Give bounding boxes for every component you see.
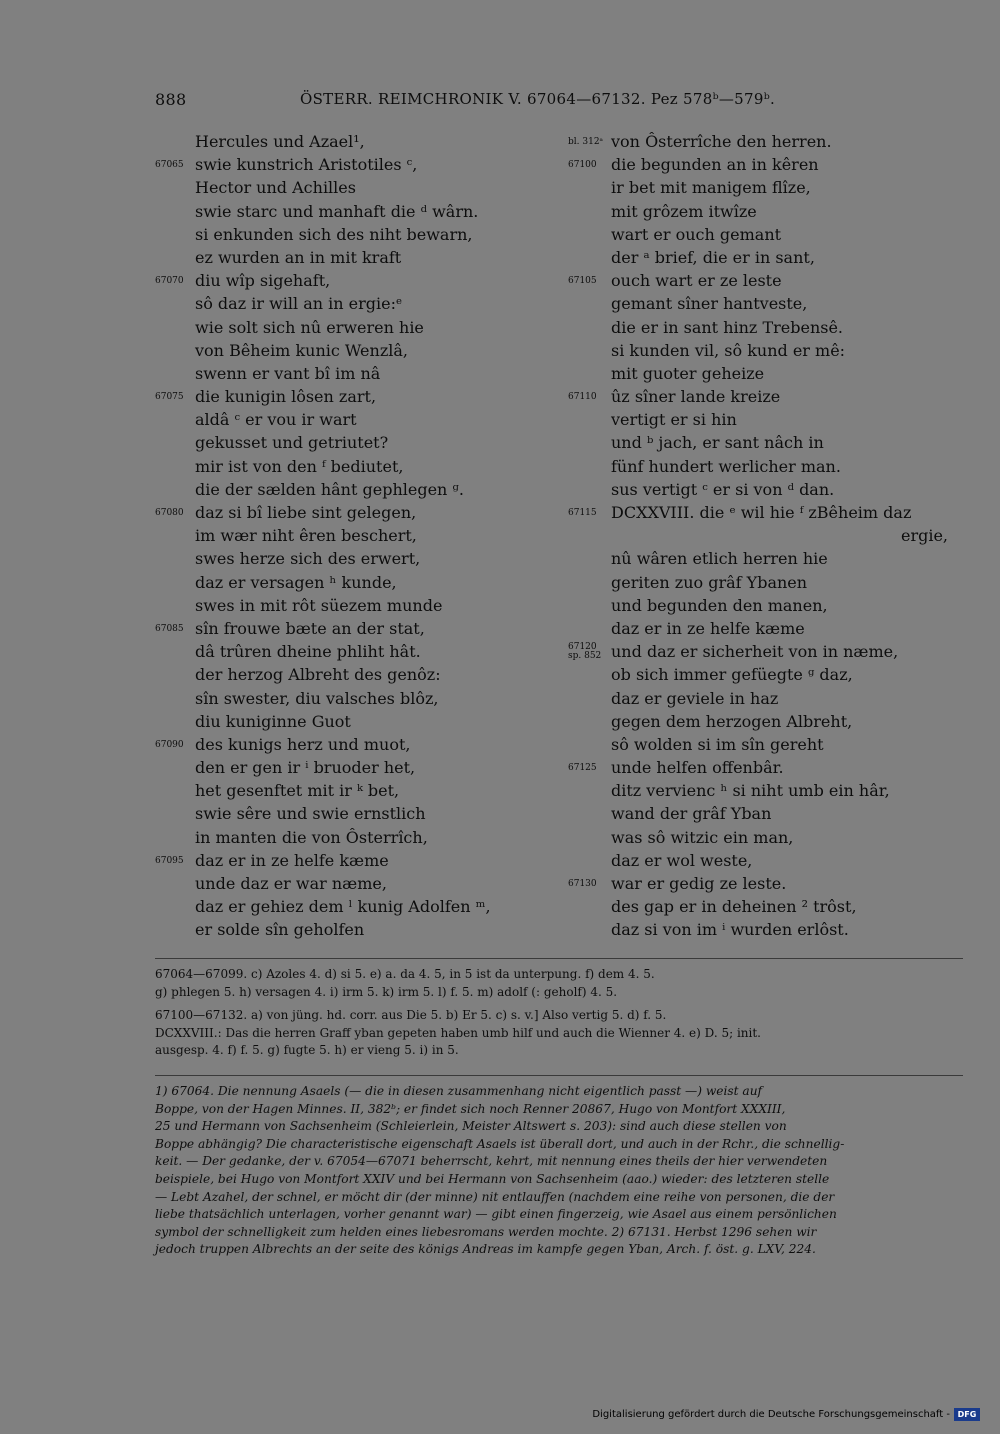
verse-line bbox=[568, 802, 968, 825]
variant-line: ausgesp. 4. f) f. 5. g) fugte 5. h) er vieng 5. i) in 5. bbox=[155, 1043, 459, 1057]
verse-text: und daz er sicherheit von in næme, bbox=[611, 642, 899, 662]
verse-text: daz er wol weste, bbox=[611, 850, 753, 870]
verse-text: DCXXVIII. die ᵉ wil hie ᶠ zBêheim daz bbox=[611, 503, 912, 522]
verse-line bbox=[568, 200, 968, 223]
verse-line bbox=[155, 130, 555, 153]
line-number: 67075 bbox=[155, 392, 184, 403]
right-verse-column bbox=[568, 130, 968, 942]
verse-line bbox=[568, 617, 968, 640]
verse-line bbox=[568, 223, 968, 246]
verse-line bbox=[155, 547, 555, 570]
verse-line bbox=[568, 501, 968, 524]
verse-text: daz er geviele in haz bbox=[611, 688, 779, 708]
line-number: 67120 sp. 852 bbox=[568, 642, 602, 662]
footnotes bbox=[155, 1083, 963, 1259]
verse-line bbox=[155, 292, 555, 315]
verse-text: im wær niht êren beschert, bbox=[195, 526, 417, 546]
verse-line bbox=[568, 895, 968, 918]
verse-line bbox=[568, 316, 968, 339]
verse-text: daz si von im ⁱ wurden erlôst. bbox=[611, 920, 849, 940]
verse-text: vertigt er si hin bbox=[611, 410, 737, 430]
verse-text: swes herze sich des erwert, bbox=[195, 549, 421, 569]
verse-text: mir ist von den ᶠ bediutet, bbox=[195, 456, 404, 476]
verse-line bbox=[568, 362, 968, 385]
verse-text: geriten zuo grâf Ybanen bbox=[611, 572, 808, 592]
dfg-logo: DFG bbox=[954, 1408, 980, 1421]
verse-text: aldâ ᶜ er vou ir wart bbox=[195, 410, 357, 430]
footnote-line: Boppe abhängig? Die characteristische eigenschaft Asaels ist überall dort, und auch in der Rchr., die schnellig- bbox=[155, 1136, 845, 1151]
verse-text: von Ôsterrîche den herren. bbox=[611, 132, 832, 151]
verse-line bbox=[155, 918, 555, 941]
verse-text: si kunden vil, sô kund er mê: bbox=[611, 340, 846, 360]
verse-line bbox=[568, 246, 968, 269]
footnote-line: liebe thatsächlich unterlagen, vorher genannt war) — gibt einen fingerzeig, wie Asael aus einem persönlichen bbox=[155, 1207, 837, 1222]
verse-line bbox=[568, 779, 968, 802]
variant-line: g) phlegen 5. h) versagen 4. i) irm 5. k) irm 5. l) f. 5. m) adolf (: geholf) 4. 5. bbox=[155, 984, 618, 999]
verse-line bbox=[568, 663, 968, 686]
credit-text: Digitalisierung gefördert durch die Deutsche Forschungsgemeinschaft - bbox=[592, 1408, 950, 1420]
verse-text: des kunigs herz und muot, bbox=[195, 734, 411, 754]
line-number: 67110 bbox=[568, 392, 597, 403]
running-title: ÖSTERR. REIMCHRONIK V. 67064—67132. Pez 578ᵇ—579ᵇ. bbox=[300, 90, 776, 108]
verse-line bbox=[568, 130, 968, 153]
verse-text: sus vertigt ᶜ er si von ᵈ dan. bbox=[611, 479, 835, 499]
verse-line bbox=[155, 524, 555, 547]
verse-line bbox=[568, 918, 968, 941]
verse-text: mit grôzem itwîze bbox=[611, 201, 757, 221]
verse-text: sîn swester, diu valsches blôz, bbox=[195, 688, 439, 708]
verse-line bbox=[155, 200, 555, 223]
verse-text: daz er in ze helfe kæme bbox=[195, 850, 389, 870]
verse-line bbox=[568, 756, 968, 779]
verse-text: ouch wart er ze leste bbox=[611, 271, 782, 291]
variant-block bbox=[155, 966, 963, 1001]
line-number: bl. 312ᵃ bbox=[568, 137, 604, 147]
verse-text: het gesenftet mit ir ᵏ bet, bbox=[195, 781, 400, 801]
footnote-line: — Lebt Azahel, der schnel, er möcht dir (der minne) nit entlauffen (nachdem eine reihe von personen, die der bbox=[155, 1189, 835, 1204]
verse-line bbox=[155, 733, 555, 756]
verse-line bbox=[568, 640, 968, 663]
verse-text: swie sêre und swie ernstlich bbox=[195, 804, 426, 824]
verse-line bbox=[155, 756, 555, 779]
verse-text: swie starc und manhaft die ᵈ wârn. bbox=[195, 201, 479, 221]
verse-line bbox=[155, 663, 555, 686]
line-number: 67100 bbox=[568, 160, 597, 171]
verse-text: unde helfen offenbâr. bbox=[611, 758, 784, 778]
digitization-credit bbox=[592, 1406, 980, 1422]
divider-rule bbox=[155, 958, 963, 959]
verse-line bbox=[155, 710, 555, 733]
verse-text: diu kuniginne Guot bbox=[195, 711, 351, 731]
variant-line: 67064—67099. c) Azoles 4. d) si 5. e) a. da 4. 5, in 5 ist da unterpung. f) dem 4. 5. bbox=[155, 967, 655, 981]
variant-block bbox=[155, 1007, 963, 1060]
verse-line bbox=[155, 872, 555, 895]
variant-line: DCXXVIII.: Das die herren Graff yban gepeten haben umb hilf und auch die Wienner 4. e) D. 5; init. bbox=[155, 1025, 761, 1040]
verse-line bbox=[155, 316, 555, 339]
verse-text: swenn er vant bî im nâ bbox=[195, 363, 381, 383]
footnote-line: 1) 67064. Die nennung Asaels (— die in diesen zusammenhang nicht eigentlich passt —) weist auf bbox=[155, 1084, 763, 1098]
verse-line bbox=[568, 872, 968, 895]
verse-text: ob sich immer gefüegte ᵍ daz, bbox=[611, 665, 853, 685]
verse-text: dâ trûren dheine phliht hât. bbox=[195, 642, 421, 662]
line-number: 67065 bbox=[155, 160, 184, 171]
line-number: 67130 bbox=[568, 879, 597, 889]
verse-text: sô wolden si im sîn gereht bbox=[611, 734, 824, 754]
verse-text: die kunigin lôsen zart, bbox=[195, 387, 377, 407]
verse-line bbox=[155, 826, 555, 849]
verse-text: wie solt sich nû erweren hie bbox=[195, 317, 424, 337]
verse-line bbox=[155, 408, 555, 431]
footnote-line: beispiele, bei Hugo von Montfort XXIV und bei Hermann von Sachsenheim (aao.) wieder: des letzteren stelle bbox=[155, 1171, 830, 1186]
verse-line bbox=[568, 524, 968, 547]
verse-line bbox=[568, 269, 968, 292]
verse-line bbox=[568, 431, 968, 454]
verse-text: ir bet mit manigem flîze, bbox=[611, 178, 811, 198]
line-number: 67115 bbox=[568, 508, 597, 518]
verse-text: was sô witzic ein man, bbox=[611, 827, 794, 847]
verse-text: den er gen ir ⁱ bruoder het, bbox=[195, 758, 416, 778]
verse-text: wart er ouch gemant bbox=[611, 224, 782, 244]
verse-text: sô daz ir will an in ergie:ᵉ bbox=[195, 294, 403, 314]
verse-line bbox=[155, 849, 555, 872]
verse-line bbox=[155, 895, 555, 918]
verse-line bbox=[568, 408, 968, 431]
verse-line bbox=[568, 826, 968, 849]
verse-text: gemant sîner hantveste, bbox=[611, 294, 808, 314]
verse-line bbox=[155, 687, 555, 710]
verse-text: ûz sîner lande kreize bbox=[611, 387, 781, 407]
verse-text: ditz vervienc ʰ si niht umb ein hâr, bbox=[611, 781, 890, 801]
verse-line bbox=[568, 339, 968, 362]
verse-text: fünf hundert werlicher man. bbox=[611, 456, 841, 476]
divider-rule bbox=[155, 1075, 963, 1076]
verse-text: daz si bî liebe sint gelegen, bbox=[195, 503, 417, 522]
verse-line bbox=[568, 547, 968, 570]
footnote-line: 25 und Hermann von Sachsenheim (Schleierlein, Meister Altswert s. 203): sind auch diese stellen von bbox=[155, 1119, 787, 1134]
verse-text: und begunden den manen, bbox=[611, 595, 828, 615]
verse-text: daz er in ze helfe kæme bbox=[611, 618, 805, 638]
verse-line bbox=[155, 223, 555, 246]
verse-line bbox=[155, 385, 555, 408]
verse-line bbox=[568, 385, 968, 408]
verse-text: gekusset und getriutet? bbox=[195, 433, 389, 453]
verse-line bbox=[568, 849, 968, 872]
verse-line bbox=[155, 339, 555, 362]
footnote-line: keit. — Der gedanke, der v. 67054—67071 beherrscht, kehrt, mit nennung eines theils der hier verwendeten bbox=[155, 1154, 828, 1169]
verse-line bbox=[155, 269, 555, 292]
footnote-line: symbol der schnelligkeit zum helden eines liebesromans werden mochte. 2) 67131. Herbst 1296 sehen wir bbox=[155, 1224, 817, 1239]
verse-text: unde daz er war næme, bbox=[195, 874, 387, 893]
verse-line bbox=[568, 292, 968, 315]
footnote-line: Boppe, von der Hagen Minnes. II, 382ᵇ; er findet sich noch Renner 20867, Hugo von Montfort XXXIII, bbox=[155, 1101, 786, 1116]
verse-line bbox=[568, 594, 968, 617]
verse-text: nû wâren etlich herren hie bbox=[611, 549, 828, 569]
page-number: 888 bbox=[155, 90, 187, 109]
verse-line bbox=[568, 710, 968, 733]
line-number: 67070 bbox=[155, 276, 184, 287]
verse-text: die er in sant hinz Trebensê. bbox=[611, 317, 844, 337]
verse-line bbox=[568, 478, 968, 501]
verse-text: ergie, bbox=[900, 526, 948, 546]
line-number: 67125 bbox=[568, 763, 597, 774]
variant-line: 67100—67132. a) von jüng. hd. corr. aus Die 5. b) Er 5. c) s. v.] Also vertig 5. d) f. 5. bbox=[155, 1008, 667, 1022]
verse-text: sîn frouwe bæte an der stat, bbox=[195, 618, 425, 638]
variant-readings bbox=[155, 966, 963, 1066]
verse-text: der herzog Albreht des genôz: bbox=[195, 665, 441, 685]
verse-text: ez wurden an in mit kraft bbox=[195, 247, 402, 267]
verse-line bbox=[155, 246, 555, 269]
verse-line bbox=[155, 571, 555, 594]
verse-line bbox=[568, 571, 968, 594]
verse-line bbox=[155, 779, 555, 802]
verse-text: daz er gehiez dem ˡ kunig Adolfen ᵐ, bbox=[195, 897, 491, 917]
verse-line bbox=[568, 687, 968, 710]
verse-text: diu wîp sigehaft, bbox=[195, 271, 331, 291]
verse-line bbox=[155, 362, 555, 385]
verse-line bbox=[155, 501, 555, 524]
verse-text: und ᵇ jach, er sant nâch in bbox=[611, 433, 824, 453]
line-number: 67105 bbox=[568, 276, 597, 287]
line-number: 67085 bbox=[155, 623, 184, 634]
verse-line bbox=[568, 153, 968, 176]
line-number: 67095 bbox=[155, 855, 184, 866]
verse-text: die der sælden hânt gephlegen ᵍ. bbox=[195, 479, 464, 499]
verse-line bbox=[155, 431, 555, 454]
verse-text: gegen dem herzogen Albreht, bbox=[611, 711, 853, 731]
verse-text: in manten die von Ôsterrîch, bbox=[195, 827, 428, 847]
line-number: 67090 bbox=[155, 739, 184, 750]
verse-text: swes in mit rôt süezem munde bbox=[195, 595, 443, 615]
verse-text: swie kunstrich Aristotiles ᶜ, bbox=[195, 155, 418, 175]
verse-text: des gap er in deheinen ² trôst, bbox=[611, 897, 857, 917]
verse-text: er solde sîn geholfen bbox=[195, 920, 365, 940]
verse-line bbox=[155, 594, 555, 617]
verse-text: von Bêheim kunic Wenzlâ, bbox=[195, 340, 408, 360]
verse-line bbox=[568, 733, 968, 756]
verse-line bbox=[155, 478, 555, 501]
verse-text: wand der grâf Yban bbox=[611, 804, 772, 824]
verse-text: der ᵃ brief, die er in sant, bbox=[611, 247, 815, 267]
left-verse-column bbox=[155, 130, 555, 942]
verse-text: si enkunden sich des niht bewarn, bbox=[195, 224, 473, 244]
verse-line bbox=[155, 153, 555, 176]
verse-text: Hector und Achilles bbox=[195, 178, 356, 198]
verse-line bbox=[568, 176, 968, 199]
verse-line bbox=[155, 617, 555, 640]
verse-text: die begunden an in kêren bbox=[611, 155, 819, 175]
verse-text: mit guoter geheize bbox=[611, 363, 765, 383]
verse-line bbox=[155, 455, 555, 478]
verse-text: Hercules und Azael¹, bbox=[195, 132, 365, 151]
verse-line bbox=[155, 176, 555, 199]
verse-line bbox=[568, 455, 968, 478]
verse-text: daz er versagen ʰ kunde, bbox=[195, 572, 397, 592]
footnote-line: jedoch truppen Albrechts an der seite des königs Andreas im kampfe gegen Yban, Arch. f. öst. g. LXV, 224. bbox=[155, 1242, 816, 1257]
page-header bbox=[155, 90, 835, 112]
verse-line bbox=[155, 802, 555, 825]
verse-line bbox=[155, 640, 555, 663]
line-number: 67080 bbox=[155, 508, 184, 518]
verse-text: war er gedig ze leste. bbox=[611, 874, 787, 893]
